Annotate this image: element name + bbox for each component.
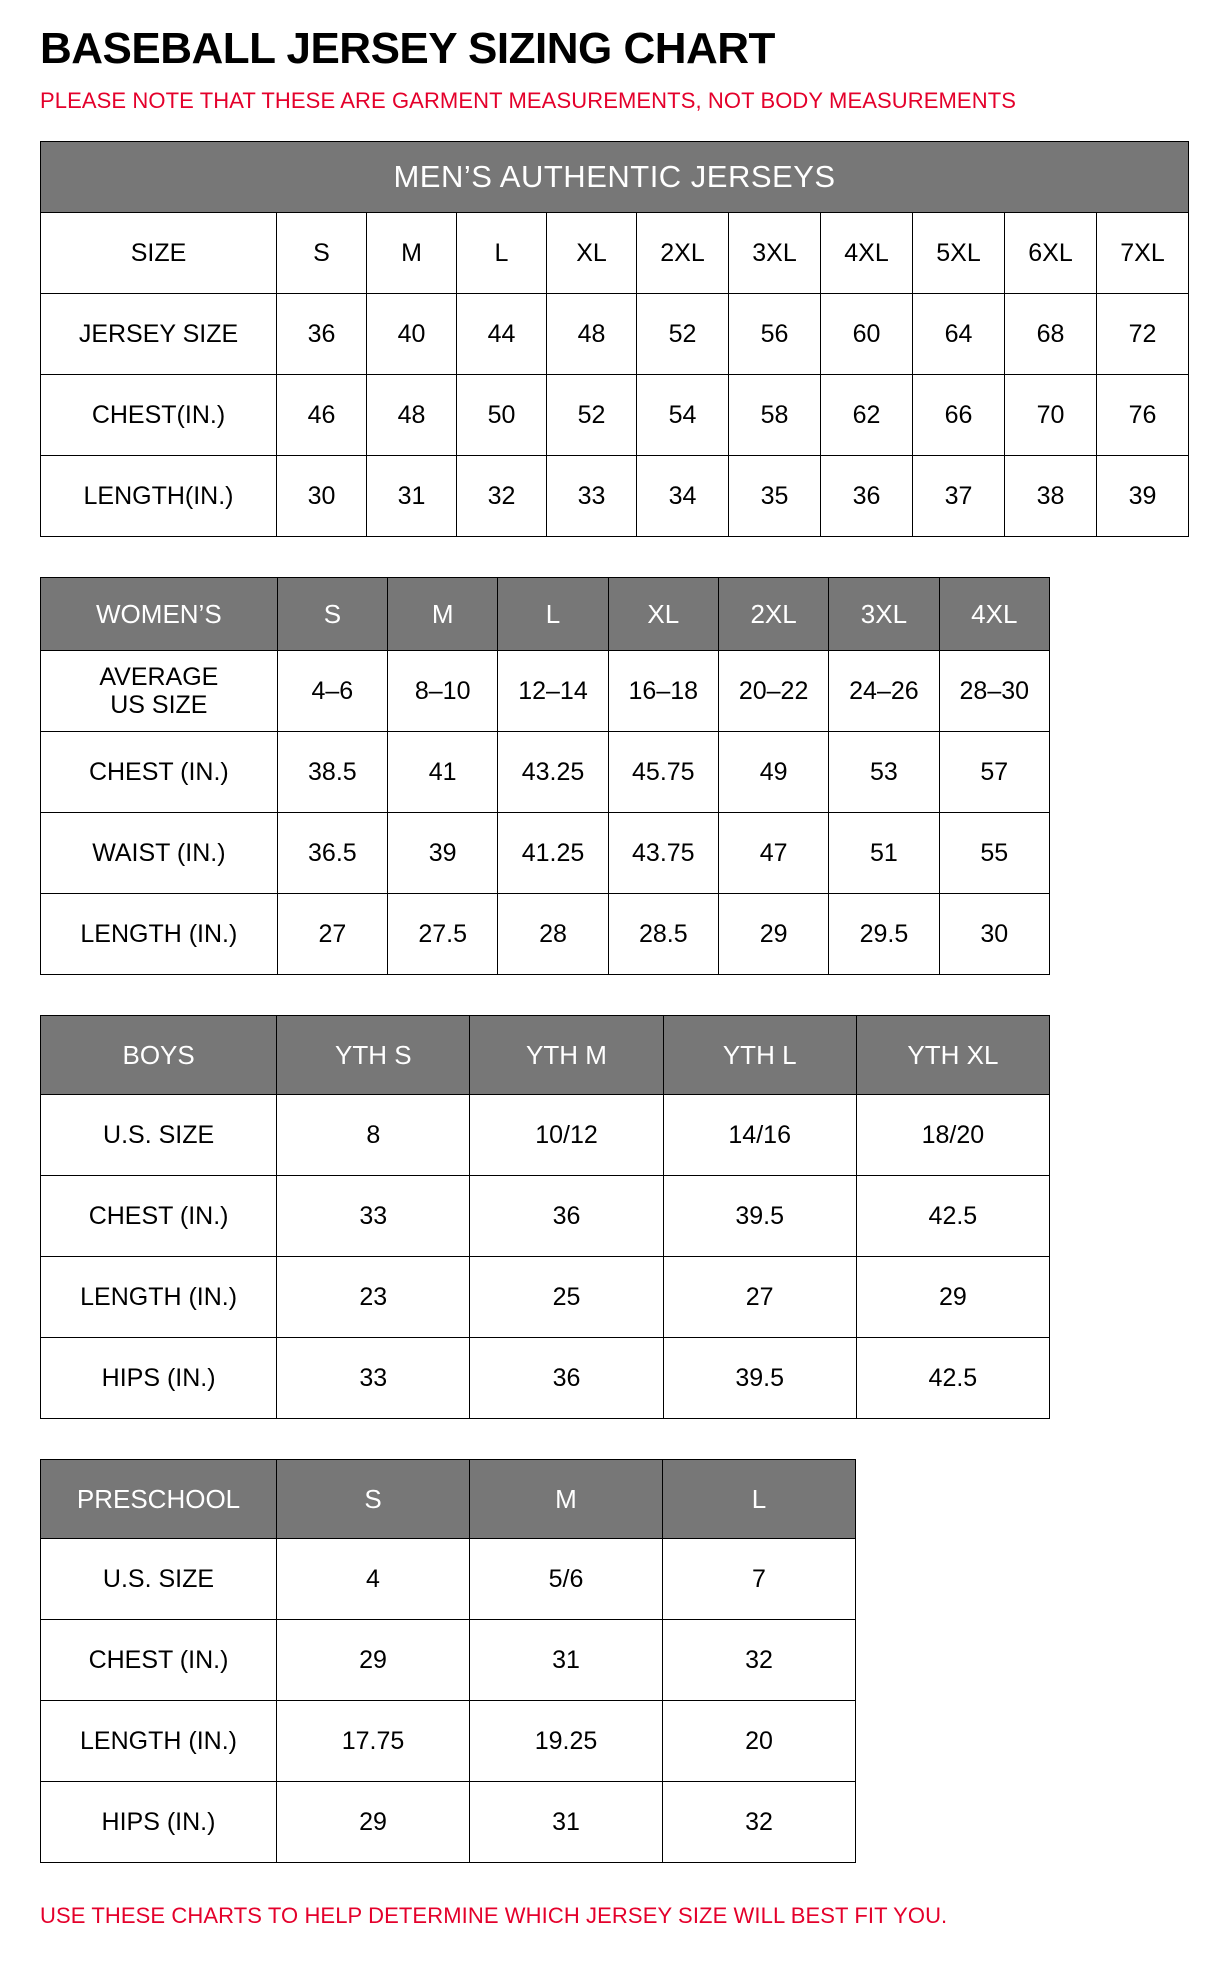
mens-col-0: SIZE	[41, 213, 277, 294]
womens-size-table	[40, 577, 1050, 975]
boys-cell: 14/16	[663, 1095, 856, 1176]
boys-cell: 27	[663, 1257, 856, 1338]
womens-cell: 43.75	[608, 813, 718, 894]
table-row-banner	[41, 142, 1189, 213]
womens-col-3: L	[498, 578, 608, 651]
womens-cell: 24–26	[829, 651, 939, 732]
womens-cell: 36.5	[277, 813, 387, 894]
womens-cell: 41.25	[498, 813, 608, 894]
mens-cell: 54	[637, 375, 729, 456]
table-row	[41, 894, 1050, 975]
preschool-cell: 17.75	[277, 1701, 470, 1782]
mens-col-4: XL	[547, 213, 637, 294]
mens-col-7: 4XL	[821, 213, 913, 294]
womens-cell: 20–22	[718, 651, 828, 732]
mens-cell: 33	[547, 456, 637, 537]
table-row	[41, 1701, 856, 1782]
boys-row-label-2: LENGTH (IN.)	[41, 1257, 277, 1338]
womens-cell: 47	[718, 813, 828, 894]
boys-cell: 36	[470, 1338, 663, 1419]
boys-cell: 10/12	[470, 1095, 663, 1176]
boys-cell: 42.5	[856, 1176, 1049, 1257]
womens-row-label-0-line1: AVERAGE	[99, 663, 219, 692]
mens-cell: 39	[1097, 456, 1189, 537]
preschool-col-0: PRESCHOOL	[41, 1460, 277, 1539]
table-row	[41, 375, 1189, 456]
mens-cell: 46	[277, 375, 367, 456]
mens-size-table	[40, 141, 1189, 537]
preschool-col-3: L	[663, 1460, 856, 1539]
preschool-cell: 5/6	[470, 1539, 663, 1620]
mens-cell: 76	[1097, 375, 1189, 456]
table-row	[41, 732, 1050, 813]
mens-col-9: 6XL	[1005, 213, 1097, 294]
table-row	[41, 456, 1189, 537]
womens-col-1: S	[277, 578, 387, 651]
measurement-note: PLEASE NOTE THAT THESE ARE GARMENT MEASUREMENTS, NOT BODY MEASUREMENTS	[40, 88, 1017, 114]
mens-cell: 38	[1005, 456, 1097, 537]
boys-cell: 39.5	[663, 1176, 856, 1257]
womens-col-4: XL	[608, 578, 718, 651]
table-row	[41, 1338, 1050, 1419]
preschool-row-label-1: CHEST (IN.)	[41, 1620, 277, 1701]
womens-col-2: M	[388, 578, 498, 651]
womens-row-label-3: LENGTH (IN.)	[41, 894, 278, 975]
mens-cell: 62	[821, 375, 913, 456]
mens-cell: 48	[547, 294, 637, 375]
preschool-size-table	[40, 1459, 856, 1863]
mens-col-5: 2XL	[637, 213, 729, 294]
mens-col-10: 7XL	[1097, 213, 1189, 294]
preschool-col-1: S	[277, 1460, 470, 1539]
womens-cell: 49	[718, 732, 828, 813]
mens-cell: 30	[277, 456, 367, 537]
womens-cell: 53	[829, 732, 939, 813]
table-row-header	[41, 578, 1050, 651]
boys-col-2: YTH M	[470, 1016, 663, 1095]
table-row	[41, 651, 1050, 732]
mens-cell: 66	[913, 375, 1005, 456]
preschool-col-2: M	[470, 1460, 663, 1539]
boys-size-table	[40, 1015, 1050, 1419]
boys-cell: 33	[277, 1338, 470, 1419]
womens-cell: 12–14	[498, 651, 608, 732]
mens-col-2: M	[367, 213, 457, 294]
preschool-cell: 4	[277, 1539, 470, 1620]
mens-row-label-0: JERSEY SIZE	[41, 294, 277, 375]
mens-col-8: 5XL	[913, 213, 1005, 294]
preschool-cell: 19.25	[470, 1701, 663, 1782]
womens-cell: 29	[718, 894, 828, 975]
boys-row-label-1: CHEST (IN.)	[41, 1176, 277, 1257]
boys-cell: 33	[277, 1176, 470, 1257]
table-row	[41, 294, 1189, 375]
mens-cell: 70	[1005, 375, 1097, 456]
boys-cell: 36	[470, 1176, 663, 1257]
preschool-row-label-3: HIPS (IN.)	[41, 1782, 277, 1863]
mens-cell: 52	[637, 294, 729, 375]
womens-cell: 57	[939, 732, 1049, 813]
table-row	[41, 1095, 1050, 1176]
mens-cell: 36	[821, 456, 913, 537]
womens-cell: 51	[829, 813, 939, 894]
table-row	[41, 1620, 856, 1701]
womens-cell: 38.5	[277, 732, 387, 813]
womens-cell: 27	[277, 894, 387, 975]
table-row	[41, 1782, 856, 1863]
mens-col-3: L	[457, 213, 547, 294]
womens-cell: 28	[498, 894, 608, 975]
boys-cell: 25	[470, 1257, 663, 1338]
womens-row-label-1: CHEST (IN.)	[41, 732, 278, 813]
mens-cell: 34	[637, 456, 729, 537]
boys-cell: 39.5	[663, 1338, 856, 1419]
boys-col-1: YTH S	[277, 1016, 470, 1095]
mens-cell: 64	[913, 294, 1005, 375]
table-row-header	[41, 1016, 1050, 1095]
womens-row-label-0-line2: US SIZE	[110, 691, 208, 720]
mens-cell: 60	[821, 294, 913, 375]
boys-col-0: BOYS	[41, 1016, 277, 1095]
womens-col-5: 2XL	[718, 578, 828, 651]
table-row	[41, 1176, 1050, 1257]
mens-cell: 72	[1097, 294, 1189, 375]
mens-cell: 44	[457, 294, 547, 375]
table-row	[41, 1257, 1050, 1338]
mens-cell: 68	[1005, 294, 1097, 375]
womens-cell: 39	[388, 813, 498, 894]
womens-cell: 27.5	[388, 894, 498, 975]
womens-cell: 28–30	[939, 651, 1049, 732]
table-row-header	[41, 213, 1189, 294]
table-row	[41, 813, 1050, 894]
mens-cell: 58	[729, 375, 821, 456]
preschool-row-label-0: U.S. SIZE	[41, 1539, 277, 1620]
womens-cell: 28.5	[608, 894, 718, 975]
womens-col-7: 4XL	[939, 578, 1049, 651]
boys-cell: 29	[856, 1257, 1049, 1338]
womens-cell: 8–10	[388, 651, 498, 732]
boys-row-label-3: HIPS (IN.)	[41, 1338, 277, 1419]
womens-col-6: 3XL	[829, 578, 939, 651]
mens-cell: 32	[457, 456, 547, 537]
preschool-cell: 29	[277, 1620, 470, 1701]
boys-cell: 23	[277, 1257, 470, 1338]
womens-cell: 55	[939, 813, 1049, 894]
footer-note: USE THESE CHARTS TO HELP DETERMINE WHICH JERSEY SIZE WILL BEST FIT YOU.	[40, 1903, 948, 1929]
table-row	[41, 1539, 856, 1620]
boys-col-3: YTH L	[663, 1016, 856, 1095]
mens-banner: MEN’S AUTHENTIC JERSEYS	[41, 142, 1189, 213]
preschool-cell: 32	[663, 1782, 856, 1863]
preschool-cell: 7	[663, 1539, 856, 1620]
mens-cell: 31	[367, 456, 457, 537]
mens-cell: 56	[729, 294, 821, 375]
preschool-cell: 31	[470, 1782, 663, 1863]
mens-cell: 40	[367, 294, 457, 375]
table-row-header	[41, 1460, 856, 1539]
mens-cell: 36	[277, 294, 367, 375]
womens-cell: 30	[939, 894, 1049, 975]
womens-row-label-2: WAIST (IN.)	[41, 813, 278, 894]
mens-cell: 52	[547, 375, 637, 456]
boys-row-label-0: U.S. SIZE	[41, 1095, 277, 1176]
preschool-cell: 20	[663, 1701, 856, 1782]
womens-row-label-0	[41, 651, 278, 732]
womens-cell: 43.25	[498, 732, 608, 813]
womens-cell: 45.75	[608, 732, 718, 813]
mens-cell: 48	[367, 375, 457, 456]
preschool-row-label-2: LENGTH (IN.)	[41, 1701, 277, 1782]
womens-cell: 4–6	[277, 651, 387, 732]
boys-cell: 8	[277, 1095, 470, 1176]
mens-row-label-1: CHEST(IN.)	[41, 375, 277, 456]
mens-row-label-2: LENGTH(IN.)	[41, 456, 277, 537]
mens-cell: 50	[457, 375, 547, 456]
page-title: BASEBALL JERSEY SIZING CHART	[40, 24, 775, 73]
boys-cell: 42.5	[856, 1338, 1049, 1419]
mens-cell: 35	[729, 456, 821, 537]
mens-cell: 37	[913, 456, 1005, 537]
mens-col-1: S	[277, 213, 367, 294]
mens-col-6: 3XL	[729, 213, 821, 294]
preschool-cell: 29	[277, 1782, 470, 1863]
boys-col-4: YTH XL	[856, 1016, 1049, 1095]
womens-cell: 41	[388, 732, 498, 813]
womens-cell: 16–18	[608, 651, 718, 732]
preschool-cell: 31	[470, 1620, 663, 1701]
boys-cell: 18/20	[856, 1095, 1049, 1176]
preschool-cell: 32	[663, 1620, 856, 1701]
womens-cell: 29.5	[829, 894, 939, 975]
womens-col-0: WOMEN’S	[41, 578, 278, 651]
